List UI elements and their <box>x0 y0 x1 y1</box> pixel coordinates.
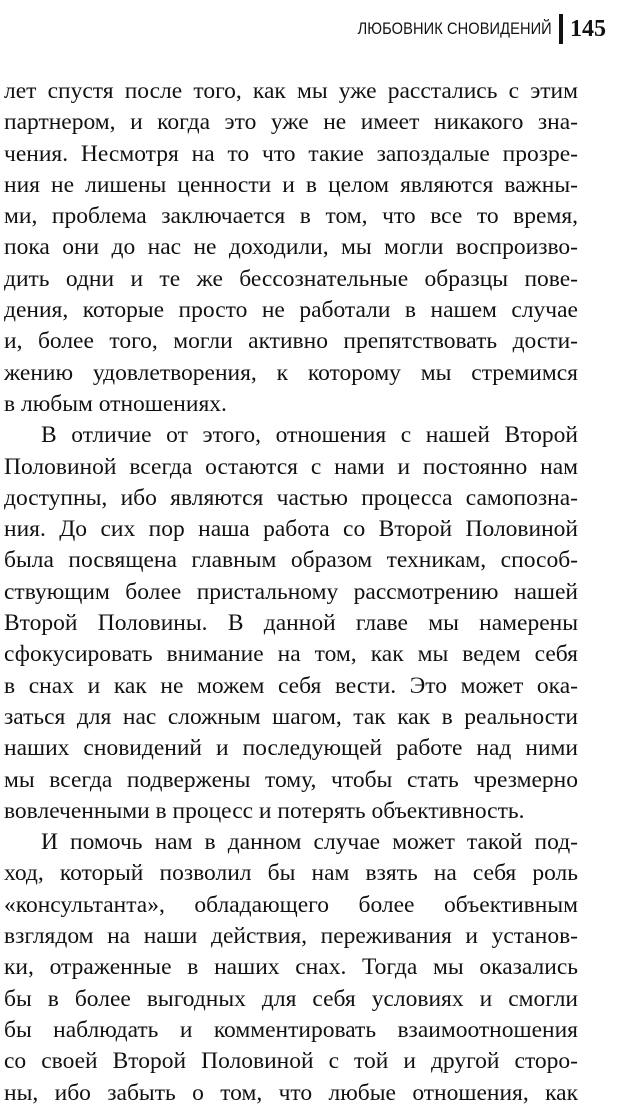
text-line: Половиной всегда остаются с нами и постоянно нам <box>4 453 578 480</box>
text-line: бы наблюдать и комментировать взаимоотношения <box>4 1016 578 1043</box>
text-line: жению удовлетворения, к которому мы стремимся <box>4 359 578 386</box>
text-line: взглядом на наши действия, переживания и установ- <box>4 923 578 950</box>
paragraph-3 <box>4 827 578 1109</box>
text-line: пока они до нас не доходили, мы могли воспроизво- <box>4 234 578 261</box>
page-number: 145 <box>570 16 606 42</box>
text-line: со своей Второй Половиной с той и другой сторо- <box>4 1048 578 1075</box>
text-line: в любым отношениях. <box>4 390 227 417</box>
text-line: дить одни и те же бессознательные образцы пове- <box>4 265 578 292</box>
paragraph-2 <box>4 420 578 827</box>
text-line: вовлеченными в процесс и потерять объективность. <box>4 797 525 824</box>
text-line: заться для нас сложным шагом, так как в реальности <box>4 703 578 730</box>
text-line: была посвящена главным образом техникам, способ- <box>4 547 578 574</box>
paragraph-1 <box>4 76 578 420</box>
text-line: бы в более выгодных для себя условиях и смогли <box>4 985 578 1012</box>
text-line: дения, которые просто не работали в нашем случае <box>4 297 578 324</box>
text-line: наших сновидений и последующей работе над ними <box>4 735 578 762</box>
body-text <box>4 76 578 1109</box>
text-line: доступны, ибо являются частью процесса самопозна- <box>4 484 578 511</box>
running-title: ЛЮБОВНИК СНОВИДЕНИЙ <box>357 19 552 38</box>
text-line: сфокусировать внимание на том, как мы ведем себя <box>4 641 578 668</box>
page-header <box>326 14 606 44</box>
header-divider <box>559 14 563 44</box>
text-line: ки, отраженные в наших снах. Тогда мы оказались <box>4 954 578 981</box>
text-line: чения. Несмотря на то что такие запоздалые прозре- <box>4 140 578 167</box>
text-line: мы всегда подвержены тому, чтобы стать чрезмерно <box>4 766 578 793</box>
text-line: ми, проблема заключается в том, что все то время, <box>4 203 578 230</box>
text-line: ния. До сих пор наша работа со Второй Половиной <box>4 516 578 543</box>
text-line: Второй Половины. В данной главе мы намерены <box>4 610 578 637</box>
text-line: партнером, и когда это уже не имеет никакого зна- <box>4 109 578 136</box>
text-line: «консультанта», обладающего более объективным <box>4 891 578 918</box>
text-line: и, более того, могли активно препятствовать дости- <box>4 328 578 355</box>
text-line: ход, который позволил бы нам взять на себя роль <box>4 860 578 887</box>
text-line: ния не лишены ценности и в целом являются важны- <box>4 171 578 198</box>
text-line: ствующим более пристальному рассмотрению нашей <box>4 578 578 605</box>
text-line: В отличие от этого, отношения с нашей Второй <box>41 422 578 449</box>
text-line: И помочь нам в данном случае может такой под- <box>41 829 578 856</box>
text-line: ны, ибо забыть о том, что любые отношения, как <box>4 1079 578 1106</box>
text-line: в снах и как не можем себя вести. Это может ока- <box>4 672 578 699</box>
text-line: лет спустя после того, как мы уже расстались с этим <box>4 78 578 104</box>
